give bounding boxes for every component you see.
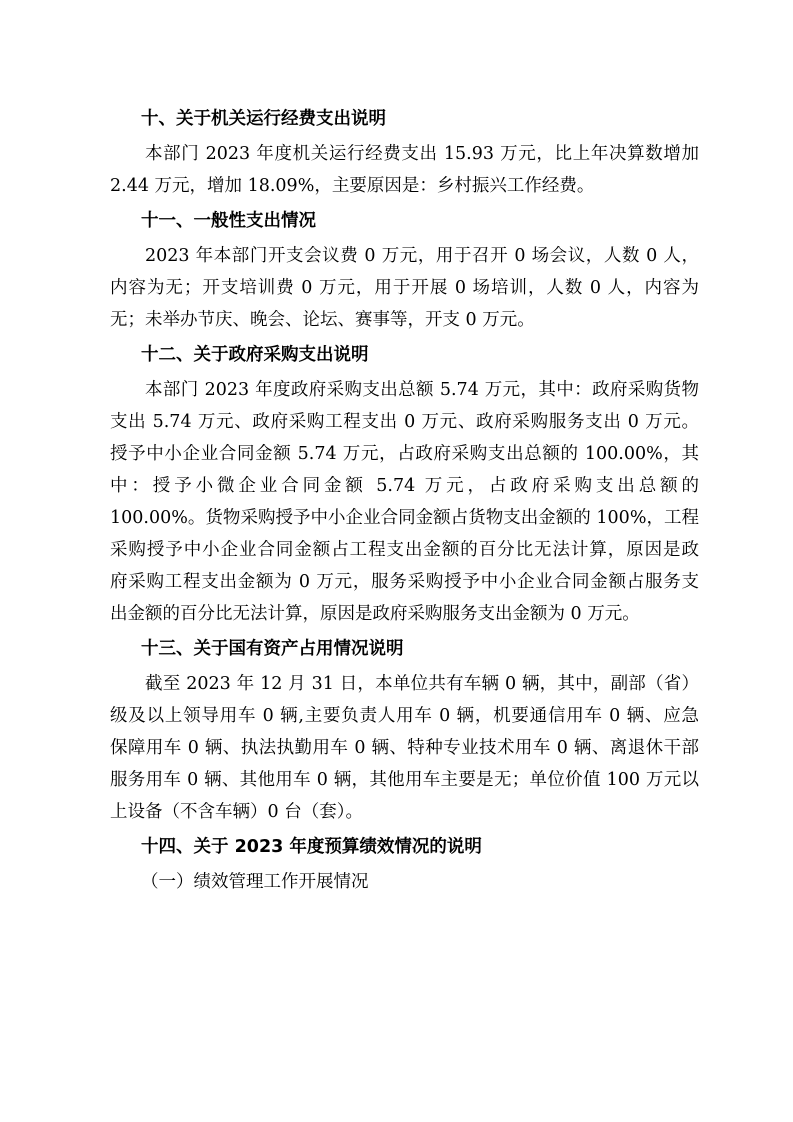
- section-13-title: 十三、关于国有资产占用情况说明: [141, 639, 404, 659]
- document-body: [110, 103, 699, 898]
- text-line: 本部门 2023 年度机关运行经费支出 15.93 万元，比上年决算数增加: [145, 144, 699, 164]
- text-line: 中：授予小微企业合同金额 5.74 万元，占政府采购支出总额的: [110, 476, 699, 496]
- text-line: 级及以上领导用车 0 辆,主要负责人用车 0 辆，机要通信用车 0 辆、应急: [110, 706, 699, 726]
- text-line: 保障用车 0 辆、执法执勤用车 0 辆、特种专业技术用车 0 辆、离退休干部: [110, 738, 699, 758]
- text-line: 2023 年本部门开支会议费 0 万元，用于召开 0 场会议，人数 0 人，: [145, 246, 699, 266]
- section-10-title: 十、关于机关运行经费支出说明: [141, 109, 386, 129]
- section-14-title: 十四、关于 2023 年度预算绩效情况的说明: [141, 837, 482, 857]
- section-14-subtitle: （一）绩效管理工作开展情况: [141, 872, 369, 892]
- text-line: 本部门 2023 年度政府采购支出总额 5.74 万元，其中：政府采购货物: [145, 380, 699, 400]
- text-line: 内容为无；开支培训费 0 万元，用于开展 0 场培训，人数 0 人，内容为: [110, 278, 699, 298]
- section-13-paragraph: [110, 668, 699, 828]
- section-11-paragraph: [110, 240, 699, 336]
- text-line: 上设备（不含车辆）0 台（套）。: [110, 802, 363, 822]
- text-line: 100.00%。货物采购授予中小企业合同金额占货物支出金额的 100%，工程: [110, 508, 699, 528]
- text-line: 采购授予中小企业合同金额占工程支出金额的百分比无法计算，原因是政: [110, 540, 699, 560]
- text-line: 无；未举办节庆、晚会、论坛、赛事等，开支 0 万元。: [110, 310, 535, 330]
- text-line: 支出 5.74 万元、政府采购工程支出 0 万元、政府采购服务支出 0 万元。: [110, 412, 699, 432]
- text-line: 出金额的百分比无法计算，原因是政府采购服务支出金额为 0 万元。: [110, 604, 640, 624]
- text-line: 府采购工程支出金额为 0 万元，服务采购授予中小企业合同金额占服务支: [110, 572, 699, 592]
- text-line: 授予中小企业合同金额 5.74 万元，占政府采购支出总额的 100.00%，其: [110, 444, 699, 464]
- section-12-title: 十二、关于政府采购支出说明: [141, 345, 369, 365]
- section-12-paragraph: [110, 374, 699, 630]
- text-line: 2.44 万元，增加 18.09%，主要原因是：乡村振兴工作经费。: [110, 176, 595, 196]
- section-11-title: 十一、一般性支出情况: [141, 211, 316, 231]
- text-line: 服务用车 0 辆、其他用车 0 辆，其他用车主要是无；单位价值 100 万元以: [110, 770, 699, 790]
- section-10-paragraph: [110, 138, 699, 202]
- text-line: 截至 2023 年 12 月 31 日，本单位共有车辆 0 辆，其中，副部（省）: [145, 674, 699, 694]
